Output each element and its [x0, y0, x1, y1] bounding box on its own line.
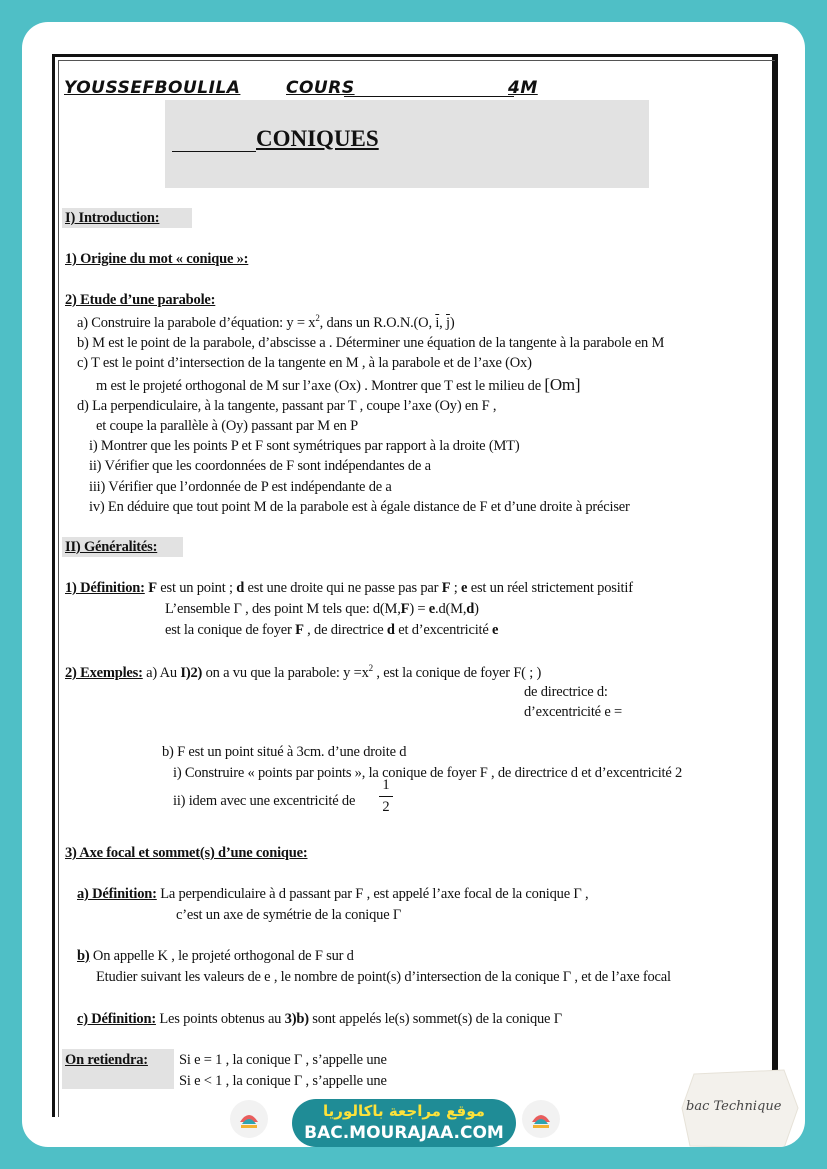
level: 4M: [508, 78, 538, 98]
axe-b2: Etudier suivant les valeurs de e , le nombre de point(s) d’intersection de la conique Γ , et de l’axe focal: [96, 969, 671, 985]
intro-a: a) Construire la parabole d’équation: $y = x^2$, dans un R.O.N.(O, $\overline{i}$, $\overline{j}$): [77, 313, 455, 331]
examples-b: b) F est un point situé à 3cm. d’une droite d: [162, 744, 407, 760]
axe-a2: c’est un axe de symétrie de la conique Γ: [176, 907, 402, 923]
axe-c: c) Définition: Les points obtenus au 3)b) sont appelés le(s) sommet(s) de la conique Γ: [77, 1011, 562, 1027]
retain-heading: On retiendra:: [65, 1052, 148, 1068]
intro-heading: I) Introduction:: [65, 210, 160, 226]
page-title: CONIQUES: [256, 126, 379, 151]
fraction-one-half: 1 2: [379, 777, 393, 816]
retain-2: Si e < 1 , la conique Γ , s’appelle une: [179, 1073, 387, 1089]
definition-1: 1) Définition: F est un point ; d est une droite qui ne passe pas par F ; e est un réel strictement positif: [65, 580, 633, 596]
examples-b-ii: ii) idem avec une excentricité de: [173, 793, 356, 809]
axe-a: a) Définition: La perpendiculaire à d passant par F , est appelé l’axe focal de la conique Γ ,: [77, 886, 589, 902]
site-banner[interactable]: [292, 1099, 516, 1147]
author: YOUSSEFBOULILA: [64, 78, 241, 98]
intro-b: b) M est le point de la parabole, d’abscisse a . Déterminer une équation de la tangente à la parabole en M: [77, 335, 665, 351]
site-name-arabic: موقع مراجعة باكالوريا: [323, 1102, 485, 1120]
site-url: BAC.MOURAJAA.COM: [304, 1123, 504, 1143]
example-eccentricity: d’excentricité e =: [524, 704, 622, 720]
axe-b: b) On appelle K , le projeté orthogonal de F sur d: [77, 948, 354, 964]
page-card: [22, 22, 805, 1147]
examples-a: 2) Exemples: a) Au I)2) on a vu que la parabole: $y =x^2$ , est la conique de foyer F( ; ): [65, 663, 542, 681]
example-directrix: de directrice d:: [524, 684, 608, 700]
title-underline: [172, 151, 256, 152]
header-underline: [344, 96, 514, 97]
doc-type: COURS: [286, 78, 355, 98]
intro-s2: 2) Etude d’une parabole:: [65, 292, 216, 308]
intro-d-i: i) Montrer que les points P et F sont symétriques par rapport à la droite (MT): [89, 438, 520, 454]
intro-d-iii: iii) Vérifier que l’ordonnée de P est indépendante de a: [89, 479, 392, 495]
intro-c2: m est le projeté orthogonal de M sur l’axe (Ox) . Montrer que T est le milieu de [Om]: [96, 375, 581, 394]
intro-s1: 1) Origine du mot « conique »:: [65, 251, 249, 267]
title-box: [165, 100, 649, 188]
intro-d-iv: iv) En déduire que tout point M de la parabole est à égale distance de F et d’une droite à préciser: [89, 499, 630, 515]
intro-d: d) La perpendiculaire, à la tangente, passant par T , coupe l’axe (Oy) en F ,: [77, 398, 497, 414]
general-heading: II) Généralités:: [65, 539, 158, 555]
brand-text: bac Technique: [686, 1099, 782, 1114]
site-logo-left: [230, 1100, 268, 1138]
site-logo-right: [522, 1100, 560, 1138]
intro-d2: et coupe la parallèle à (Oy) passant par M en P: [96, 418, 358, 434]
axe-heading: 3) Axe focal et sommet(s) d’une conique:: [65, 845, 308, 861]
examples-b-i: i) Construire « points par points », la conique de foyer F , de directrice d et d’excentricité 2: [173, 765, 683, 781]
retain-1: Si e = 1 , la conique Γ , s’appelle une: [179, 1052, 387, 1068]
definition-2: L’ensemble Γ , des point M tels que: d(M,F) = e.d(M,d): [165, 601, 479, 617]
definition-3: est la conique de foyer F , de directrice d et d’excentricité e: [165, 622, 499, 638]
intro-c: c) T est le point d’intersection de la tangente en M , à la parabole et de l’axe (Ox): [77, 355, 532, 371]
intro-d-ii: ii) Vérifier que les coordonnées de F sont indépendantes de a: [89, 458, 431, 474]
